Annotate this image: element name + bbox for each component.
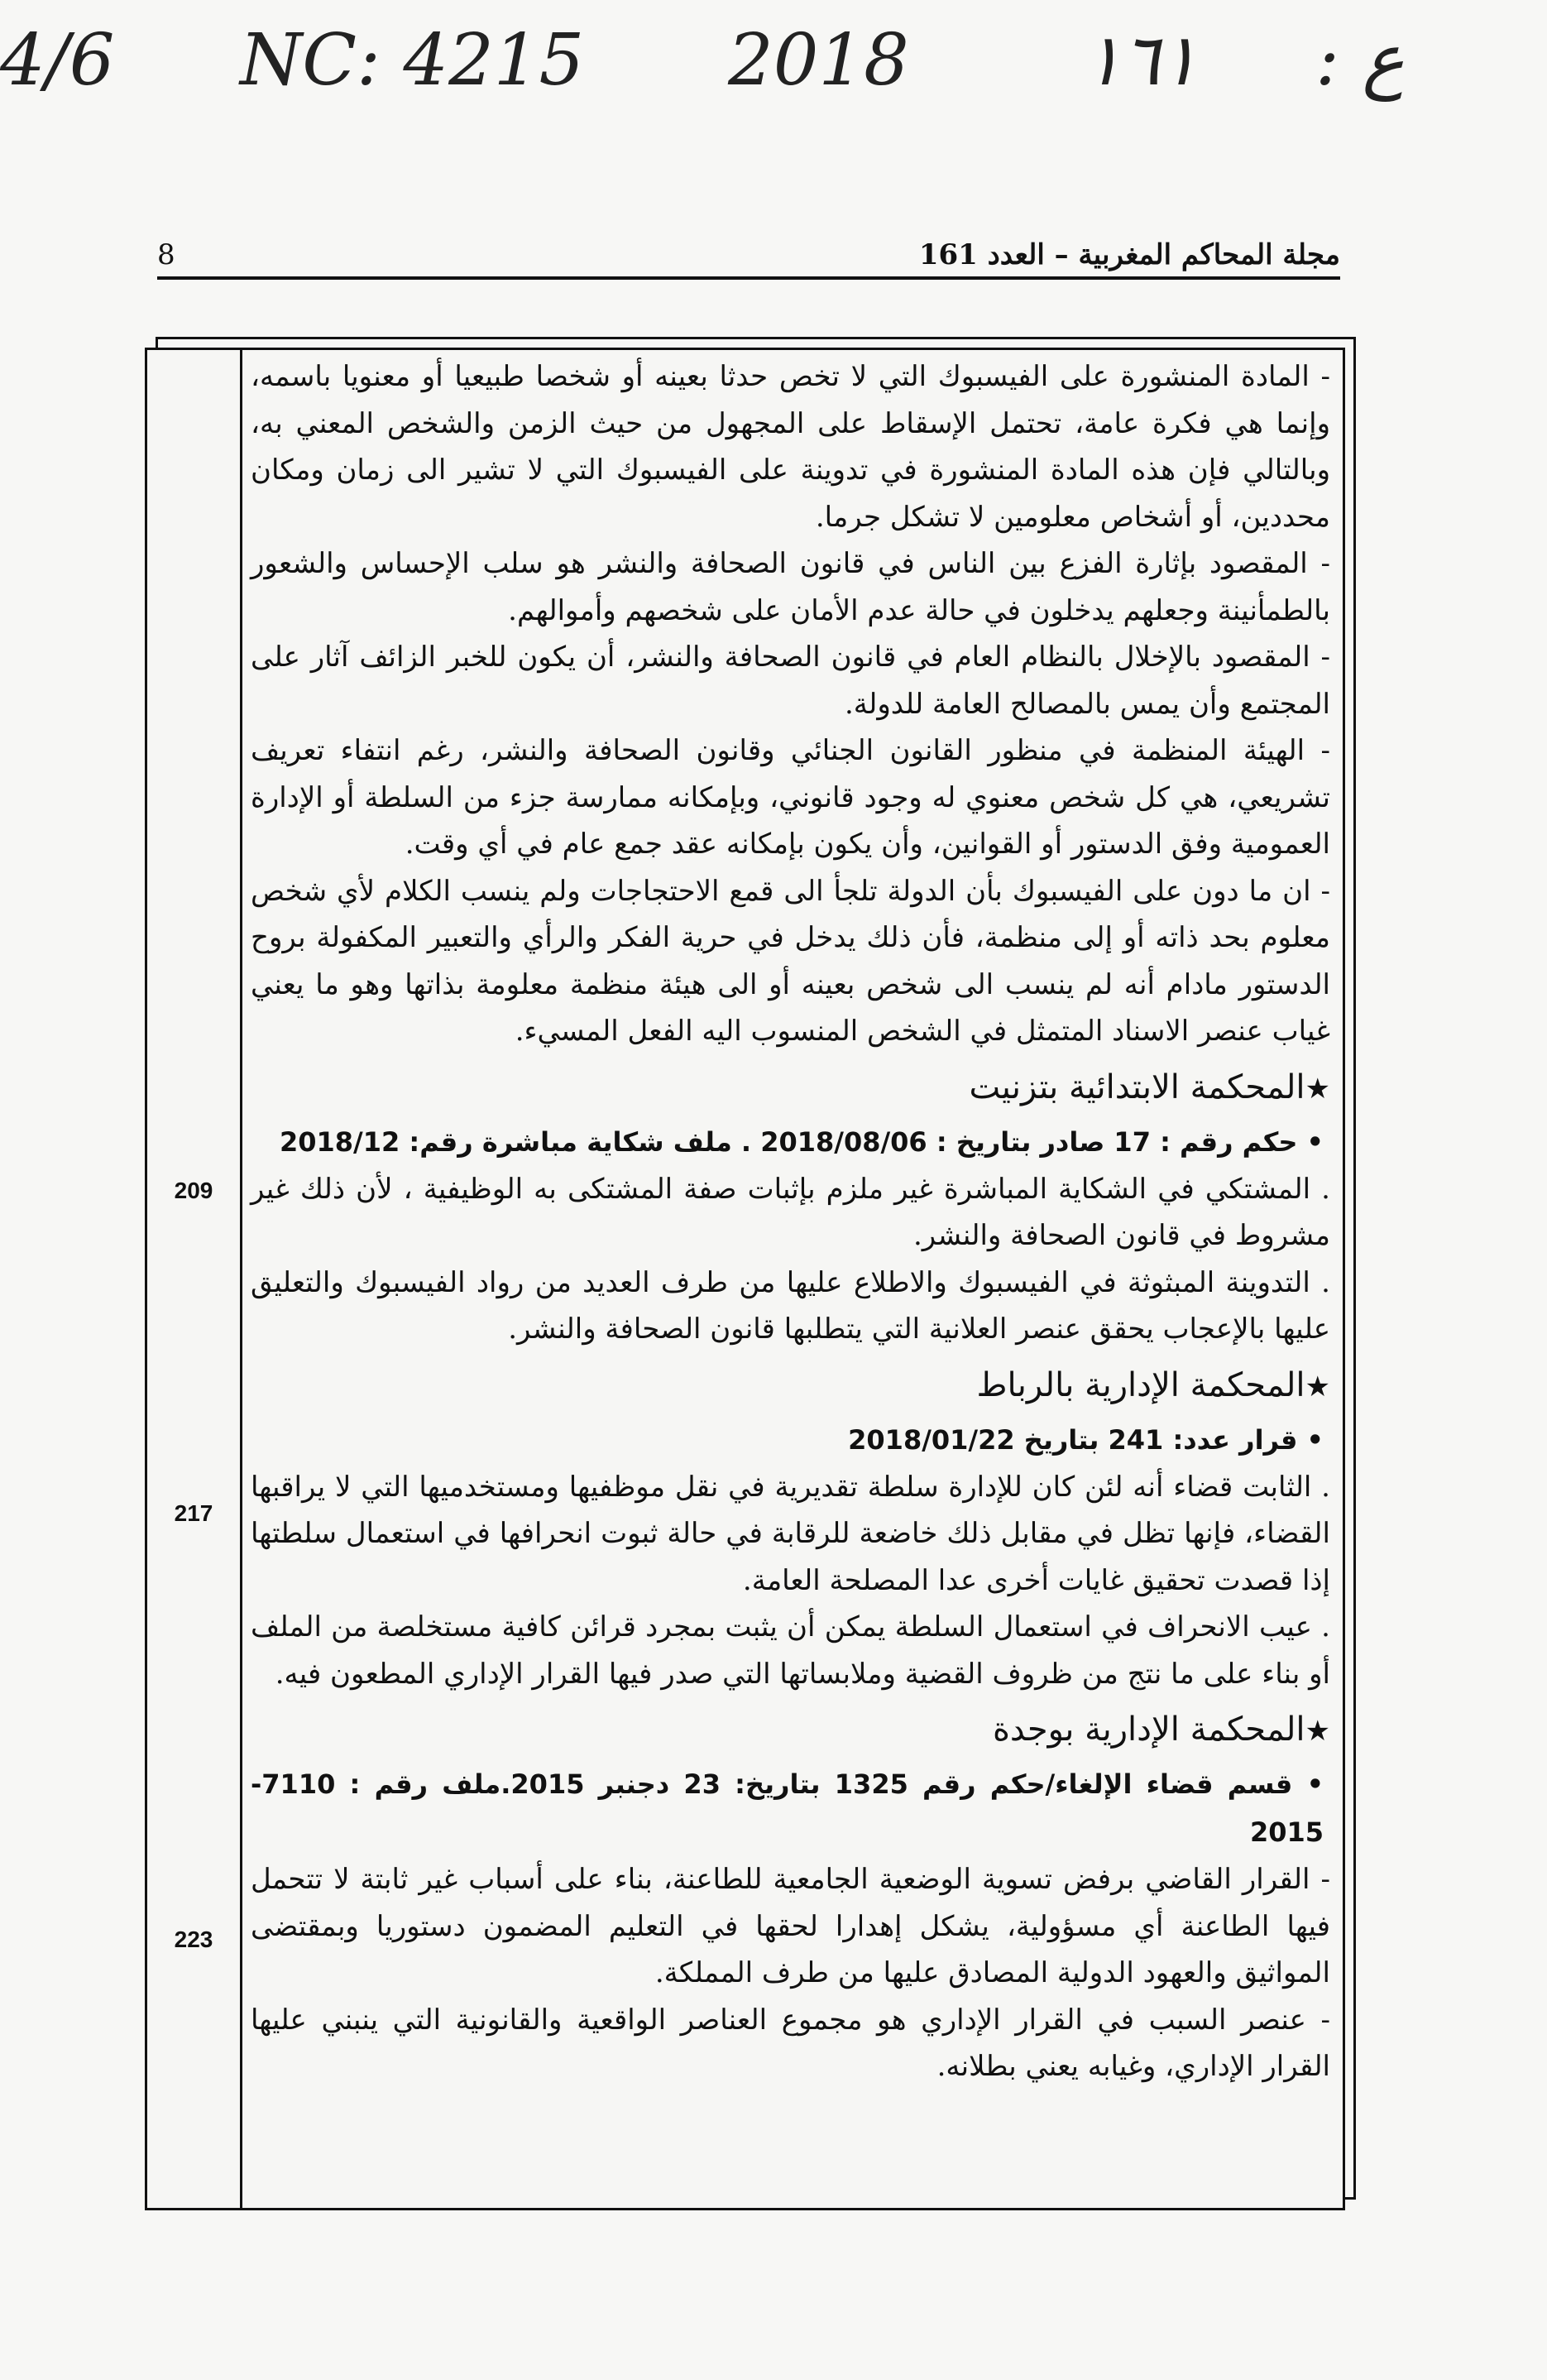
paragraph: . التدوينة المبثوثة في الفيسبوك والاطلاع عليها من طرف العديد من رواد الفيسبوك والتعليق عليها بالإعجاب يحقق عنصر العلانية التي يتطلبها قانون الصحافة والنشر.	[251, 1265, 1330, 1346]
star-icon: ★	[1305, 1072, 1330, 1106]
court-heading	[251, 1701, 1330, 1760]
paragraph: - القرار القاضي برفض تسوية الوضعية الجامعية للطاعنة، بناء على أسباب غير ثابتة لا تتحمل فيها الطاعنة أي مسؤولية، يشكل إهدارا لحقها في التعليم المضمون دستوريا وبمقتضى المواثيق والعهود الدولية المصادق عليها من طرف المملكة.	[251, 1863, 1330, 1989]
page-number: 8	[157, 238, 175, 271]
court-heading	[251, 1356, 1330, 1416]
handwritten-page-mark: 4/6	[0, 19, 115, 102]
ruling-text: حكم رقم : 17 صادر بتاريخ : 2018/08/06 . ملف شكاية مباشرة رقم: 2018/12	[279, 1125, 1298, 1158]
paragraph: . عيب الانحراف في استعمال السلطة يمكن أن يثبت بمجرد قرائن كافية مستخلصة من الملف أو بناء على ما نتج من ظروف القضية وملابساتها التي صدر فيها القرار الإداري المطعون فيه.	[251, 1610, 1330, 1691]
journal-title: مجلة المحاكم المغربية – العدد 161	[918, 238, 1340, 271]
paragraph: - المقصود بالإخلال بالنظام العام في قانون الصحافة والنشر، أن يكون للخبر الزائف آثار على المجتمع وأن يمس بالمصالح العامة للدولة.	[251, 641, 1330, 721]
ruling-text: قرار عدد: 241 بتاريخ 2018/01/22	[848, 1423, 1298, 1456]
paragraph: . المشتكي في الشكاية المباشرة غير ملزم بإثبات صفة المشتكى به الوظيفية ، لأن ذلك غير مشروط في قانون الصحافة والنشر.	[251, 1172, 1330, 1252]
paragraph: . الثابت قضاء أنه لئن كان للإدارة سلطة تقديرية في نقل موظفيها ومستخدميها التي لا يراقبها القضاء، فإنها تظل في مقابل ذلك خاضعة للرقابة في حالة ثبوت انحرافها في استعمال سلطتها إذا قصدت تحقيق غايات أخرى عدا المصلحة العامة.	[251, 1470, 1330, 1597]
reference-column	[147, 350, 242, 2208]
handwritten-year: 2018	[728, 19, 909, 102]
reference-number: 209	[174, 1178, 213, 1203]
handwritten-issue-label: : ع	[1315, 19, 1405, 102]
handwritten-nc-number: NC: 4215	[240, 19, 585, 102]
paragraph: - المقصود بإثارة الفزع بين الناس في قانون الصحافة والنشر هو سلب الإحساس والشعور بالطمأنينة وجعلهم يدخلون في حالة عدم الأمان على شخصهم وأموالهم.	[251, 547, 1330, 627]
court-heading	[251, 1058, 1330, 1118]
ruling-line: • قرار عدد: 241 بتاريخ 2018/01/22	[848, 1423, 1324, 1456]
court-name: المحكمة الإدارية بالرباط	[976, 1365, 1305, 1404]
star-icon: ★	[1305, 1715, 1330, 1748]
paragraph: - المادة المنشورة على الفيسبوك التي لا تخص حدثا بعينه أو شخصا طبيعيا أو معنويا باسمه، وإنما هي فكرة عامة، تحتمل الإسقاط على المجهول من حيث الزمن والشخص المعني به، وبالتالي فإن هذه المادة المنشورة في تدوينة على الفيسبوك التي لا تشير الى زمان ومكان محددين، أو أشخاص معلومين لا تشكل جرما.	[251, 360, 1330, 534]
paragraph: - عنصر السبب في القرار الإداري هو مجموع العناصر الواقعية والقانونية التي ينبني عليها القرار الإداري، وغيابه يعني بطلانه.	[251, 2003, 1330, 2083]
reference-number: 217	[174, 1500, 213, 1526]
paragraph: - ان ما دون على الفيسبوك بأن الدولة تلجأ الى قمع الاحتجاجات ولم ينسب الكلام لأي شخص معلوم بحد ذاته أو إلى منظمة، فأن ذلك يدخل في حرية الفكر والرأي والتعبير المكفولة بروح الدستور مادام أنه لم ينسب الى شخص بعينه أو الى هيئة منظمة معلومة بذاتها وهو ما يعني غياب عنصر الاسناد المتمثل في الشخص المنسوب اليه الفعل المسيء.	[251, 874, 1330, 1048]
ruling-line: • قسم قضاء الإلغاء/حكم رقم 1325 بتاريخ: 23 دجنبر 2015.ملف رقم : 7110-2015	[251, 1768, 1324, 1848]
ruling-line: • حكم رقم : 17 صادر بتاريخ : 2018/08/06 . ملف شكاية مباشرة رقم: 2018/12	[279, 1125, 1324, 1158]
ruling-text: قسم قضاء الإلغاء/حكم رقم 1325 بتاريخ: 23 دجنبر 2015.ملف رقم : 7110-2015	[251, 1768, 1324, 1848]
court-name: المحكمة الابتدائية بتزنيت	[969, 1068, 1305, 1106]
running-header	[157, 238, 1340, 280]
reference-number: 223	[174, 1927, 213, 1952]
main-text	[251, 353, 1330, 2090]
paragraph: - الهيئة المنظمة في منظور القانون الجنائي وقانون الصحافة والنشر، رغم انتفاء تعريف تشريعي، هي كل شخص معنوي له وجود قانوني، وبإمكانه ممارسة جزء من السلطة أو الإدارة العمومية وفق الدستور أو القوانين، وأن يكون بإمكانه عقد جمع عام في أي وقت.	[251, 734, 1330, 861]
star-icon: ★	[1305, 1370, 1330, 1404]
content-box	[145, 348, 1345, 2210]
handwritten-issue-number: ١٦١	[1084, 19, 1199, 102]
court-name: المحكمة الإدارية بوجدة	[992, 1711, 1305, 1749]
